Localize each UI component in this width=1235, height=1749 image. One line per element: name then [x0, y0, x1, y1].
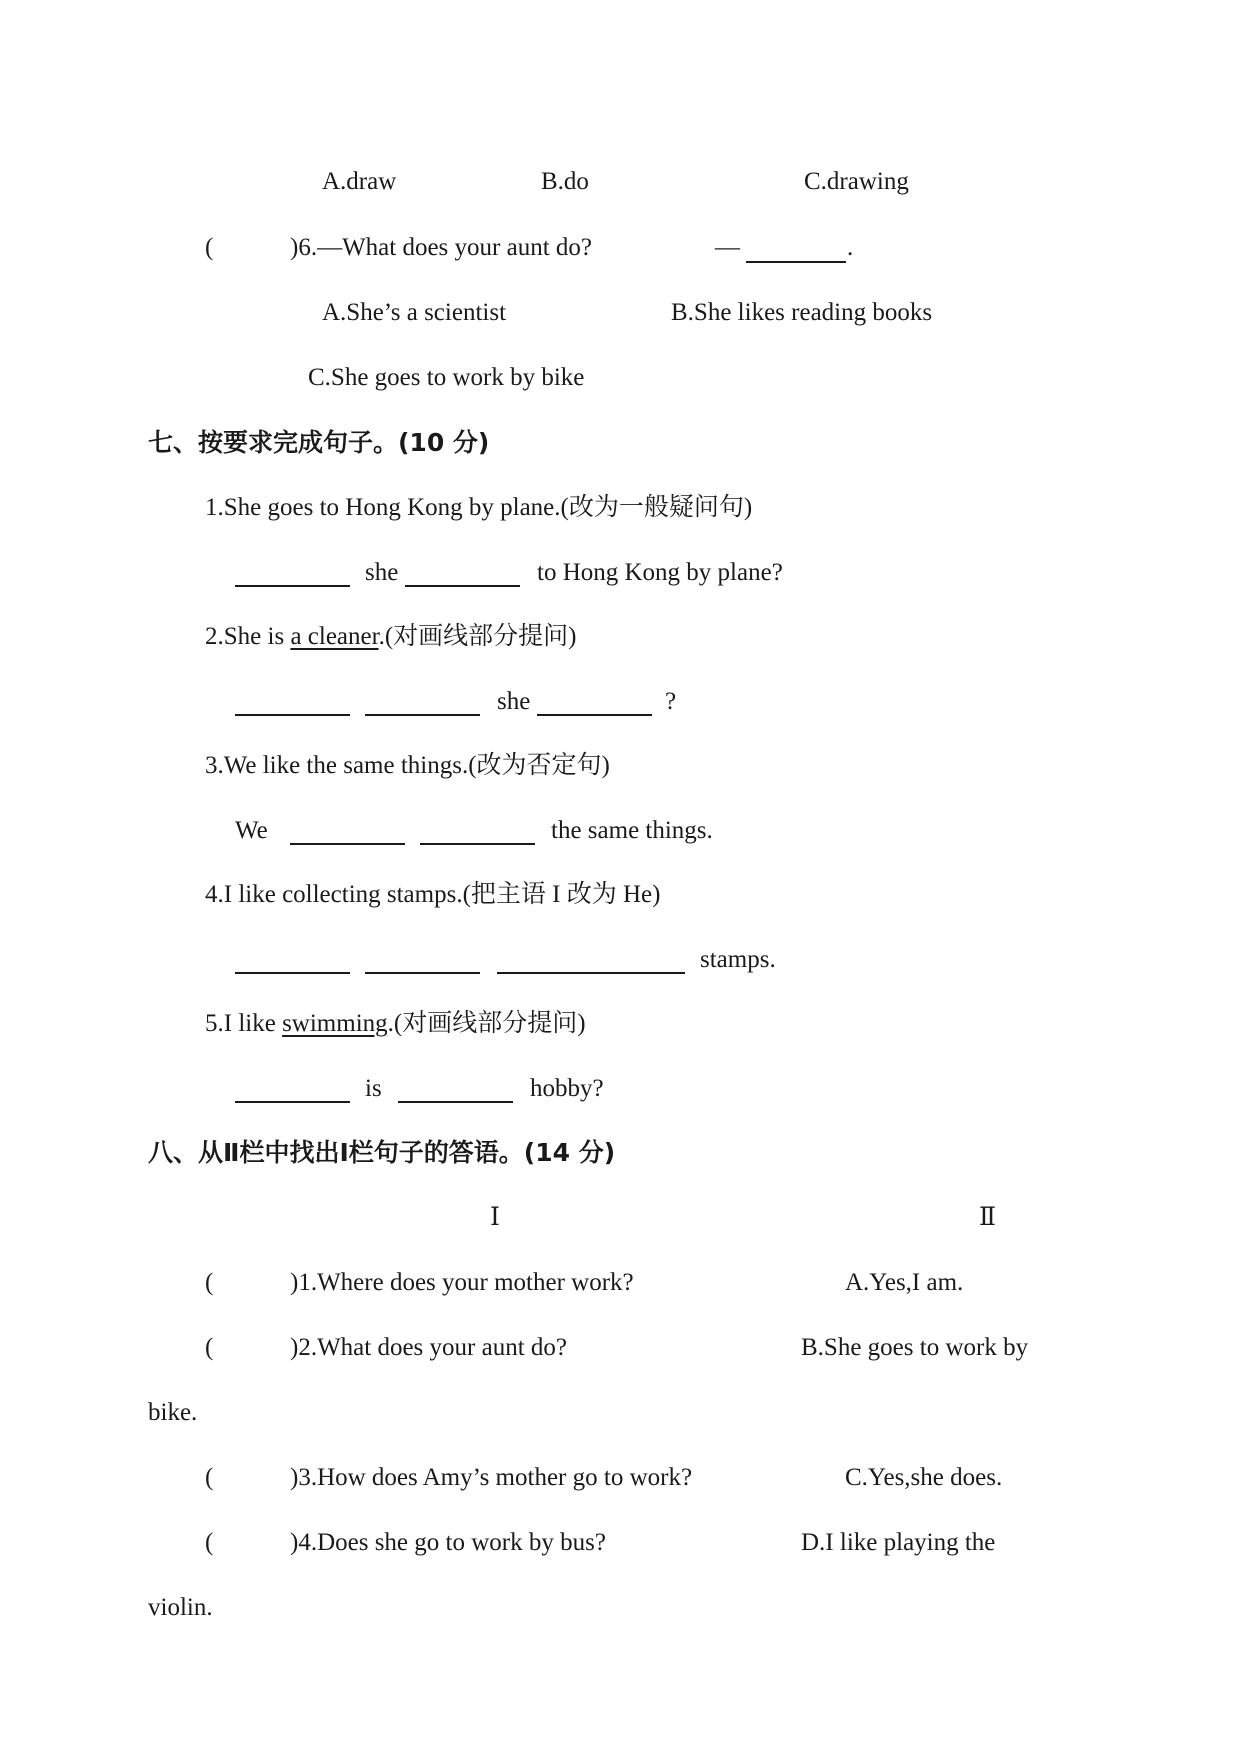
q6-answer-blank[interactable] — [746, 261, 846, 263]
s8-row4-paren: ( — [205, 1529, 214, 1556]
s8-row2-answer-wrap: bike. — [148, 1399, 198, 1426]
s7-q2-underlined: a cleaner — [290, 623, 379, 650]
q6-option-b: B.She likes reading books — [671, 299, 933, 326]
s8-row4-question: )4.Does she go to work by bus? — [290, 1529, 606, 1556]
q5-option-b: B.do — [541, 168, 589, 195]
q6-option-c: C.She goes to work by bike — [308, 364, 585, 391]
s7-q1: 1.She goes to Hong Kong by plane.(改为一般疑问句) — [205, 494, 753, 521]
s7-q5-post: .(对画线部分提问) — [387, 1010, 586, 1037]
s7-q5-tail: hobby? — [530, 1075, 604, 1102]
s7-q5 — [205, 1009, 586, 1039]
s7-q2-post: .(对画线部分提问) — [378, 623, 577, 650]
s8-row1-question: )1.Where does your mother work? — [290, 1269, 634, 1296]
s7-q1-blank-1[interactable] — [235, 585, 350, 587]
s7-q1-word-she: she — [365, 559, 399, 586]
s7-q4: 4.I like collecting stamps.(把主语 I 改为 He) — [205, 881, 661, 908]
s7-q1-blank-2[interactable] — [405, 585, 520, 587]
s7-q4-blank-1[interactable] — [235, 972, 350, 974]
s8-row4-answer: D.I like playing the — [801, 1529, 996, 1556]
q6-answer-end: . — [847, 234, 854, 261]
s7-q2-pre: 2.She is — [205, 623, 291, 650]
s7-q3-word-we: We — [235, 817, 268, 844]
s8-row2-paren: ( — [205, 1334, 214, 1361]
s7-q5-underlined: swimming — [282, 1010, 388, 1037]
s7-q2-blank-3[interactable] — [537, 714, 652, 716]
s7-q2-word-she: she — [497, 688, 531, 715]
s7-q2-blank-1[interactable] — [235, 714, 350, 716]
q5-option-c: C.drawing — [804, 168, 909, 195]
s7-q3-tail: the same things. — [551, 817, 713, 844]
s7-q5-pre: 5.I like — [205, 1010, 283, 1037]
s8-row2-question: )2.What does your aunt do? — [290, 1334, 568, 1361]
s7-q4-blank-2[interactable] — [365, 972, 480, 974]
s7-q5-word-is: is — [365, 1075, 382, 1102]
s8-row3-answer: C.Yes,she does. — [845, 1464, 1003, 1491]
s7-q2 — [205, 622, 576, 652]
s7-q1-tail: to Hong Kong by plane? — [537, 559, 783, 586]
s7-q2-tail: ? — [665, 688, 677, 715]
column-2-heading: Ⅱ — [979, 1204, 996, 1231]
s7-q3: 3.We like the same things.(改为否定句) — [205, 752, 610, 779]
s8-row3-question: )3.How does Amy’s mother go to work? — [290, 1464, 693, 1491]
s8-row1-answer: A.Yes,I am. — [845, 1269, 964, 1296]
s7-q4-tail: stamps. — [700, 946, 776, 973]
q5-option-a: A.draw — [322, 168, 397, 195]
s8-row3-paren: ( — [205, 1464, 214, 1491]
s7-q4-blank-3[interactable] — [497, 972, 685, 974]
column-1-heading: Ⅰ — [490, 1204, 500, 1231]
s7-q3-blank-1[interactable] — [290, 843, 405, 845]
q6-paren: ( — [205, 234, 214, 261]
s7-q2-blank-2[interactable] — [365, 714, 480, 716]
q6-answer-dash: — — [715, 234, 740, 261]
s7-q3-blank-2[interactable] — [420, 843, 535, 845]
s8-row2-answer: B.She goes to work by — [801, 1334, 1029, 1361]
s8-row4-answer-wrap: violin. — [148, 1594, 213, 1621]
q6-question: )6.—What does your aunt do? — [290, 234, 593, 261]
section8-title: 八、从Ⅱ栏中找出Ⅰ栏句子的答语。(14 分) — [148, 1138, 616, 1167]
s7-q5-blank-2[interactable] — [398, 1101, 513, 1103]
q6-option-a: A.She’s a scientist — [322, 299, 507, 326]
section7-title: 七、按要求完成句子。(10 分) — [148, 428, 490, 457]
s8-row1-paren: ( — [205, 1269, 214, 1296]
s7-q5-blank-1[interactable] — [235, 1101, 350, 1103]
